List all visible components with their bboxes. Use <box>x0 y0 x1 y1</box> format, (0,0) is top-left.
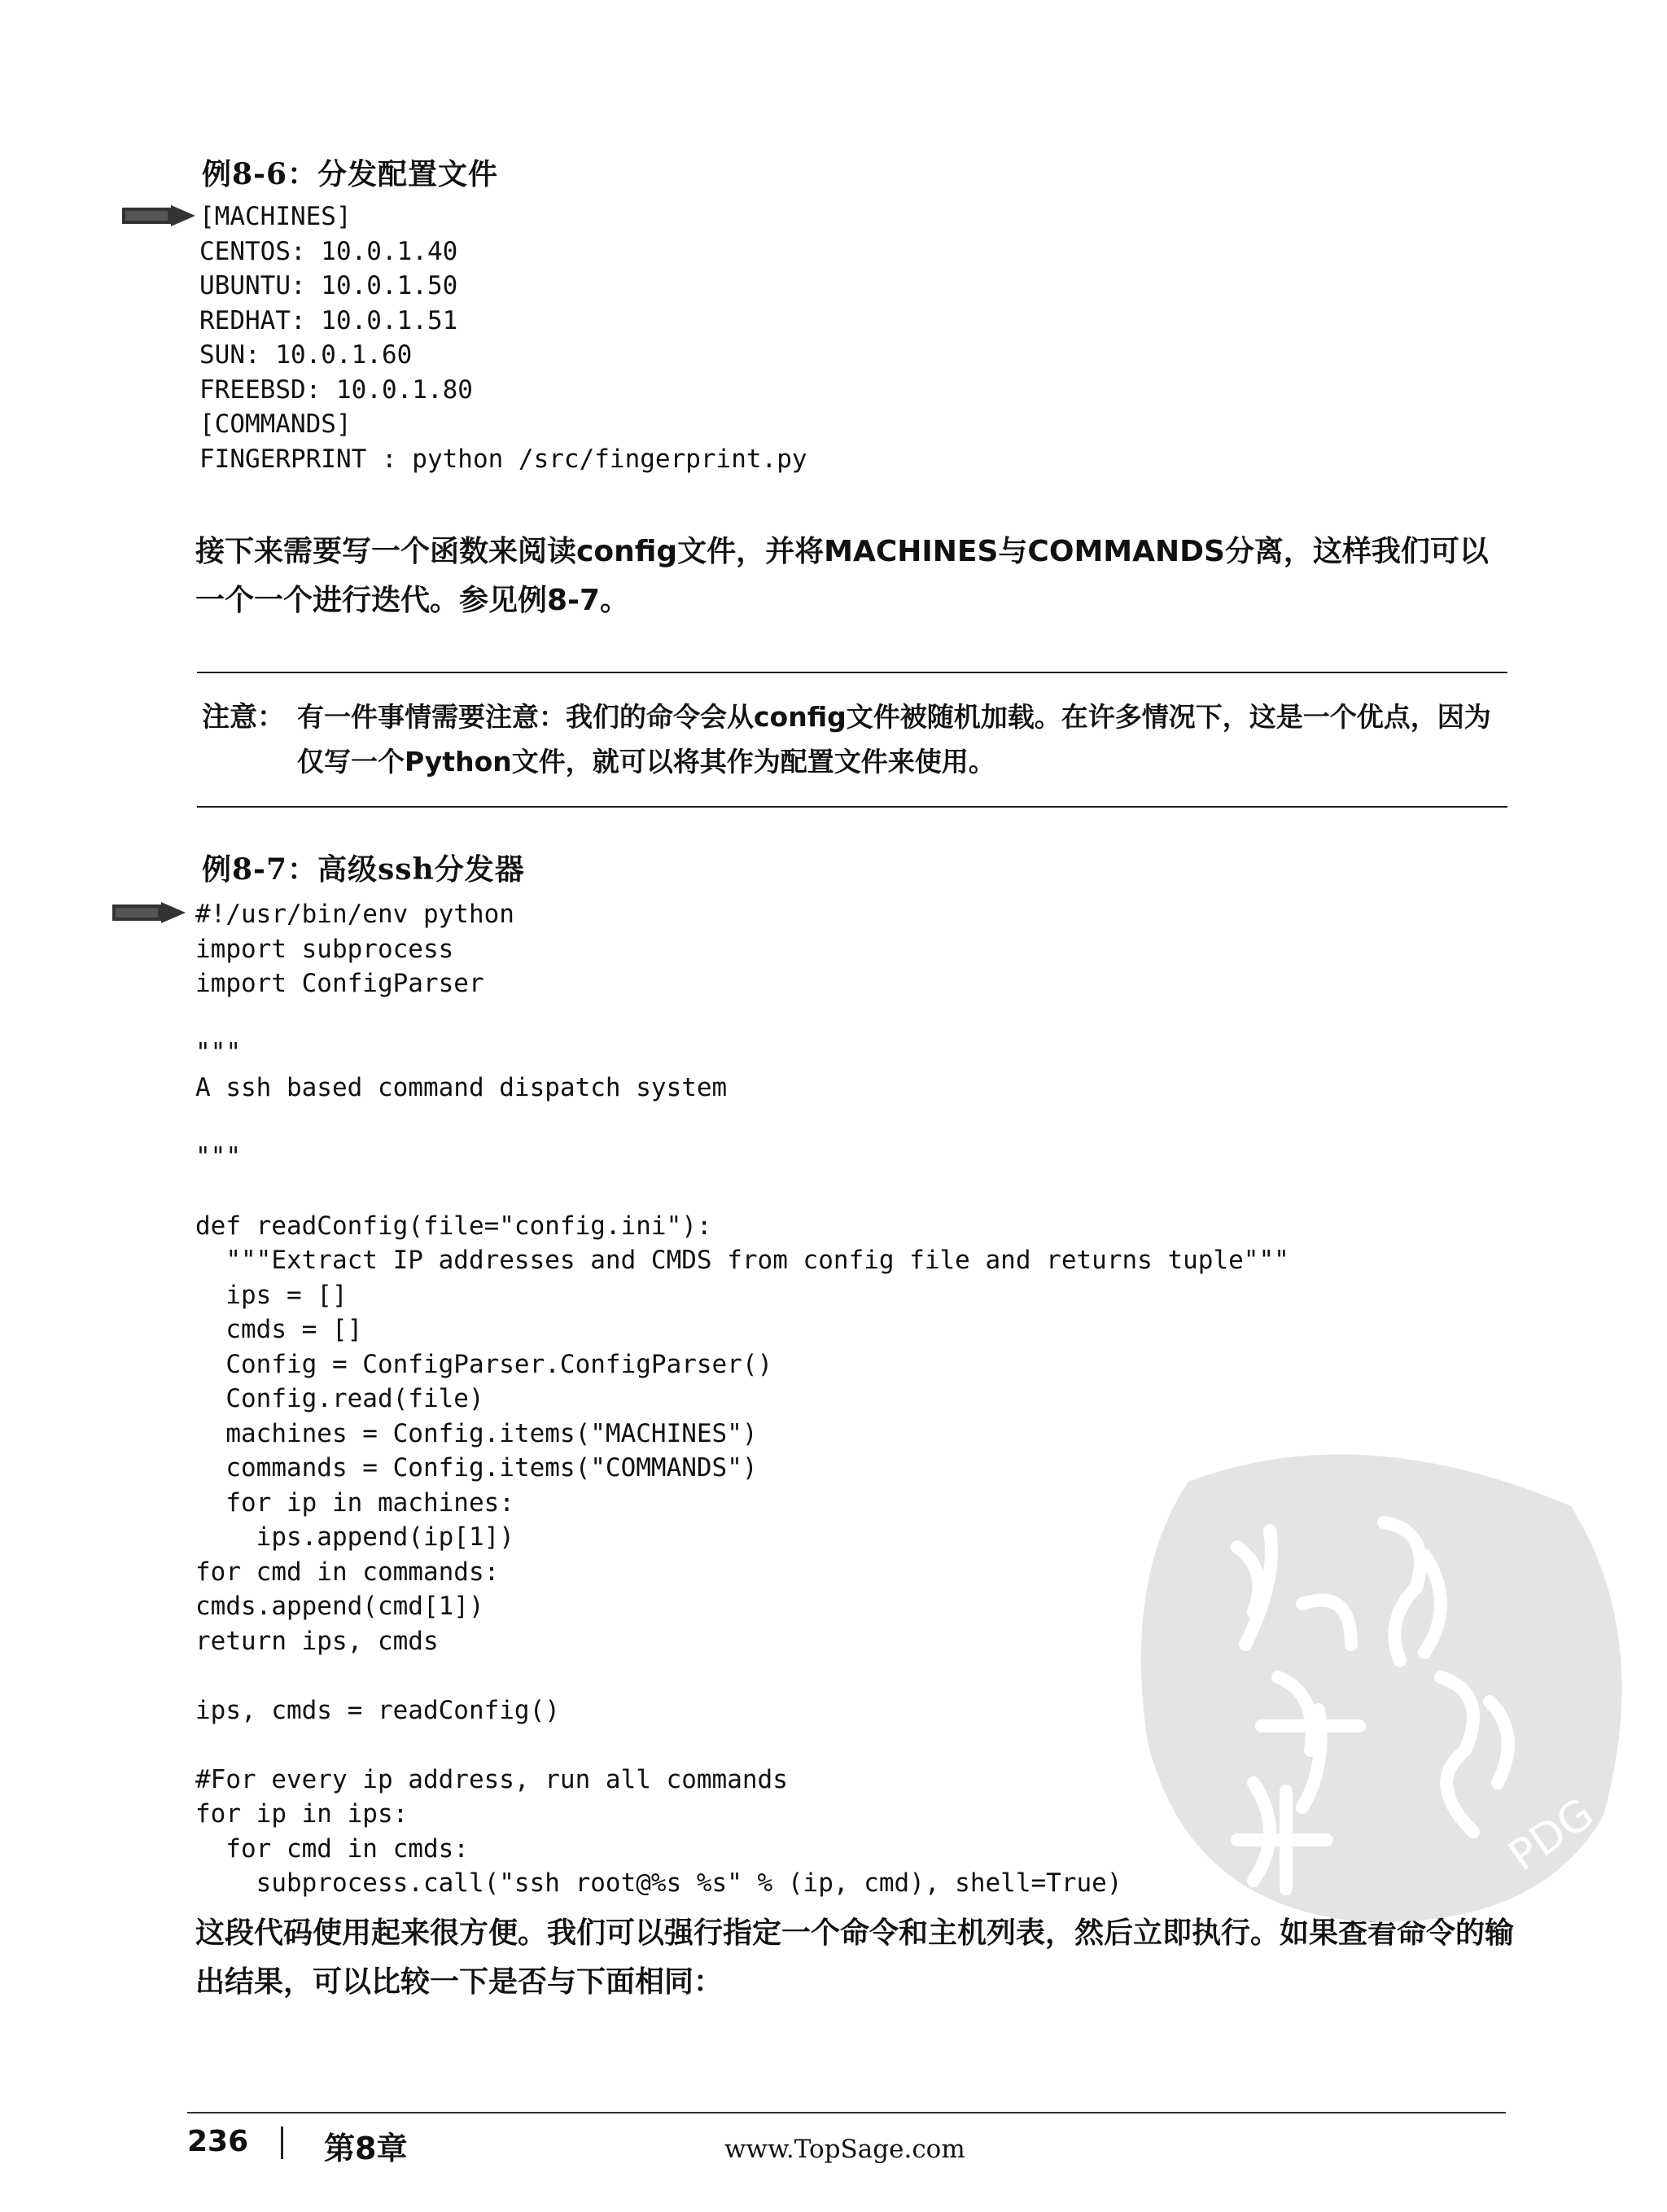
body-paragraph-1: 接下来需要写一个函数来阅读config文件，并将MACHINES与COMMANDS分离，这样我们可以一个一个进行迭代。参见例8-7。 <box>195 535 1489 617</box>
footer-rule <box>187 2112 1506 2113</box>
code-line: cmds = [] <box>195 1315 363 1344</box>
code-line: for ip in ips: <box>195 1799 409 1829</box>
code-line: REDHAT: 10.0.1.51 <box>199 305 458 335</box>
code-line: ips, cmds = readConfig() <box>195 1695 560 1725</box>
example-8-6-caption: 例8-6：分发配置文件 <box>202 157 499 191</box>
note-bottom-rule <box>197 806 1507 808</box>
code-line: [COMMANDS] <box>199 410 352 439</box>
code-line: def readConfig(file="config.ini"): <box>195 1211 712 1241</box>
code-line: for cmd in cmds: <box>195 1833 469 1864</box>
watermark-stamp-icon <box>1115 1433 1652 1938</box>
code-line <box>195 1174 1289 1209</box>
code-line: """ <box>195 1141 241 1172</box>
chapter-label: 第8章 <box>324 2131 408 2166</box>
code-line: """ <box>195 1038 241 1067</box>
code-line: for ip in machines: <box>195 1487 514 1518</box>
code-line: return ips, cmds <box>195 1626 439 1656</box>
website-url: www.TopSage.com <box>724 2135 965 2164</box>
code-marker-arrow-icon <box>122 205 195 226</box>
code-line: machines = Config.items("MACHINES") <box>195 1418 758 1448</box>
code-line: Config = ConfigParser.ConfigParser() <box>195 1349 773 1379</box>
stamp-text: PDG <box>1500 1789 1603 1881</box>
example-8-7-caption: 例8-7：高级ssh分发器 <box>202 852 525 887</box>
body-paragraph-2: 这段代码使用起来很方便。我们可以强行指定一个命令和主机列表，然后立即执行。如果查看命令的输出结果，可以比较一下是否与下面相同： <box>195 1916 1515 1999</box>
code-line: import subprocess <box>195 934 454 964</box>
code-line: [MACHINES] <box>199 202 352 231</box>
code-line: """Extract IP addresses and CMDS from config file and returns tuple""" <box>195 1246 1289 1275</box>
note-top-rule <box>197 672 1507 673</box>
code-line: ips.append(ip[1]) <box>195 1522 514 1552</box>
code-line: ips = [] <box>195 1280 348 1310</box>
code-line: import ConfigParser <box>195 969 484 998</box>
code-line: subprocess.call("ssh root@%s %s" % (ip, cmd), shell=True) <box>195 1868 1122 1898</box>
code-line: commands = Config.items("COMMANDS") <box>195 1453 758 1483</box>
code-line <box>195 1105 1289 1140</box>
page-number: 236 <box>187 2125 249 2158</box>
code-line: A ssh based command dispatch system <box>195 1072 728 1102</box>
code-marker-arrow-icon <box>112 902 186 923</box>
footer-separator <box>281 2127 283 2159</box>
code-line: cmds.append(cmd[1]) <box>195 1592 484 1621</box>
code-line: SUN: 10.0.1.60 <box>199 340 413 370</box>
code-line: FINGERPRINT : python /src/fingerprint.py <box>199 444 807 474</box>
code-line <box>195 1001 1289 1036</box>
code-line: Config.read(file) <box>195 1384 484 1413</box>
code-line: CENTOS: 10.0.1.40 <box>199 236 458 266</box>
code-line: for cmd in commands: <box>195 1557 500 1587</box>
code-line: FREEBSD: 10.0.1.80 <box>199 375 473 405</box>
code-line: #For every ip address, run all commands <box>195 1764 788 1794</box>
example-8-6-code-block <box>199 199 807 476</box>
code-line: #!/usr/bin/env python <box>195 900 514 929</box>
note-label: 注意： <box>202 701 285 734</box>
code-line: UBUNTU: 10.0.1.50 <box>199 271 458 300</box>
note-text: 有一件事情需要注意：我们的命令会从config文件被随机加载。在许多情况下，这是一个优点，因为仅写一个Python文件，就可以将其作为配置文件来使用。 <box>297 701 1491 777</box>
